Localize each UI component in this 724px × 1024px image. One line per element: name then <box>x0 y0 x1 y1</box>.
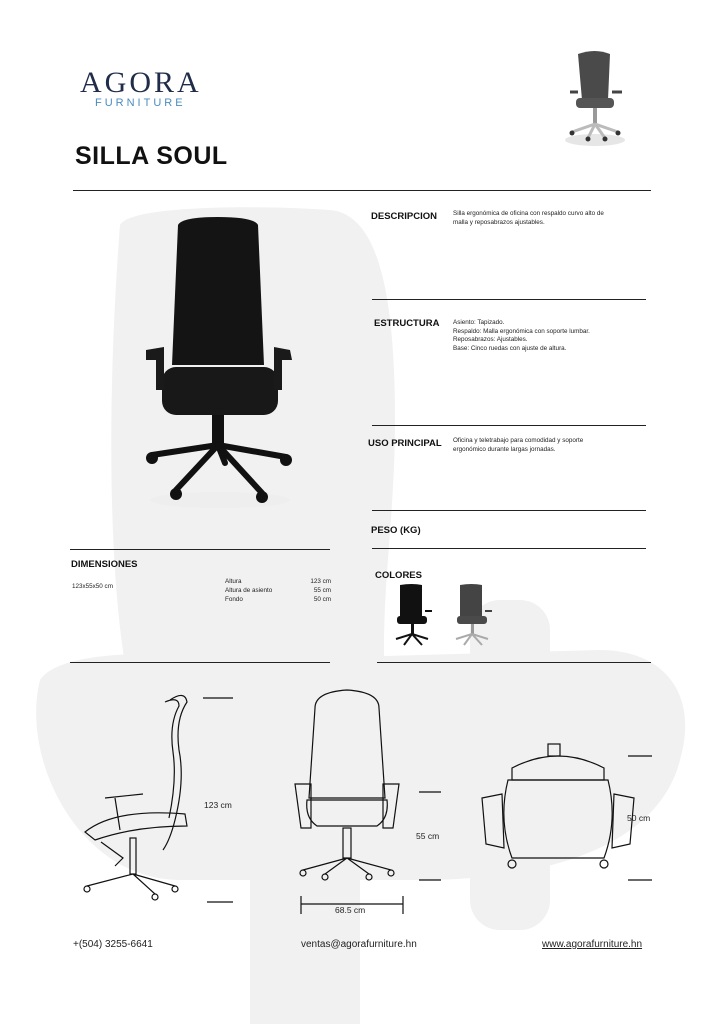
product-title: SILLA SOUL <box>75 142 228 170</box>
seat-dimension: 55 cm <box>416 831 440 841</box>
descripcion-label: DESCRIPCION <box>371 211 437 222</box>
divider <box>372 510 646 511</box>
estructura-line: Reposabrazos: Ajustables. <box>453 336 528 344</box>
estructura-line: Respaldo: Malla ergonómica con soporte lumbar. <box>453 327 590 335</box>
descripcion-line: malla y reposabrazos ajustables. <box>453 218 545 226</box>
main-chair-image <box>130 215 305 510</box>
colores-label: COLORES <box>375 570 422 581</box>
estructura-label: ESTRUCTURA <box>374 318 440 329</box>
footer-email[interactable]: ventas@agorafurniture.hn <box>301 939 417 950</box>
brand-subtitle: FURNITURE <box>95 97 186 109</box>
footer-website[interactable] <box>542 939 642 950</box>
dim-name: Altura <box>225 578 242 585</box>
divider <box>372 548 646 549</box>
dim-value: 50 cm <box>313 596 331 603</box>
website-link[interactable]: www.agorafurniture.hn <box>542 939 643 950</box>
divider <box>372 299 646 300</box>
descripcion-line: Silla ergonómica de oficina con respaldo curvo alto de <box>453 210 604 217</box>
dimensiones-label: DIMENSIONES <box>71 559 138 570</box>
estructura-text <box>453 319 590 353</box>
color-black-chair <box>392 583 434 647</box>
brand-logo: AGORA <box>80 66 202 99</box>
width-dimension: 68.5 cm <box>335 905 366 915</box>
uso-line: ergonómico durante largas jornadas. <box>453 445 556 453</box>
color-grey-chair <box>452 583 494 647</box>
chair-thumbnail <box>560 48 630 148</box>
title-divider <box>73 190 651 191</box>
uso-label: USO PRINCIPAL <box>368 438 442 449</box>
estructura-line: Asiento: Tapizado. <box>453 319 505 326</box>
dim-value: 55 cm <box>313 587 331 594</box>
dimensiones-summary: 123x55x50 cm <box>72 583 113 590</box>
estructura-line: Base: Cinco ruedas con ajuste de altura. <box>453 344 567 352</box>
height-dimension: 123 cm <box>204 800 232 810</box>
front-view-drawing <box>285 688 445 918</box>
dim-name: Altura de asiento <box>225 587 273 594</box>
divider <box>372 425 646 426</box>
divider <box>70 549 330 550</box>
divider <box>70 662 330 663</box>
uso-line: Oficina y teletrabajo para comodidad y soporte <box>453 437 584 444</box>
divider <box>377 662 651 663</box>
depth-dimension: 50 cm <box>627 813 651 823</box>
peso-label: PESO (KG) <box>371 525 421 536</box>
dim-name: Fondo <box>225 596 243 603</box>
dim-value: 123 cm <box>310 578 331 585</box>
footer-phone: +(504) 3255-6641 <box>73 939 153 950</box>
uso-text <box>453 437 583 454</box>
descripcion-text <box>453 210 604 227</box>
side-view-drawing <box>75 690 240 905</box>
